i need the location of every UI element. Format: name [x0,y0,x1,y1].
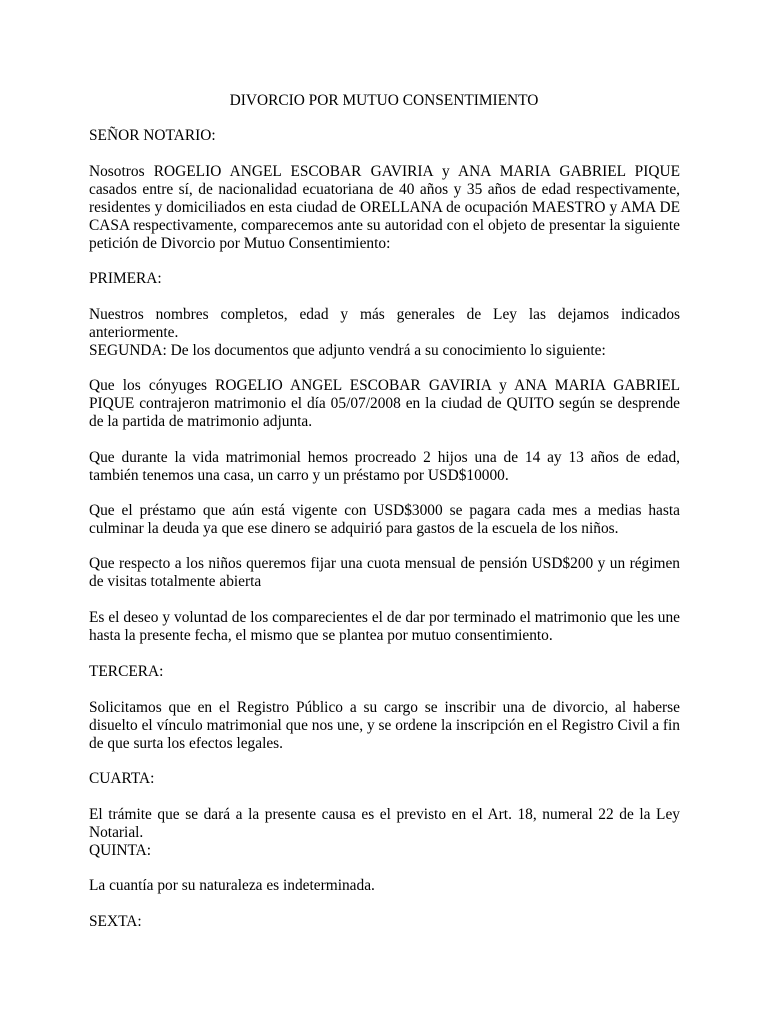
quinta-paragraph: La cuantía por su naturaleza es indeterminada. [89,877,375,894]
salutation: SEÑOR NOTARIO: [89,127,216,144]
segunda-paragraph-5: Es el deseo y voluntad de los comparecientes el de dar por terminado el matrimonio que les une hasta la presente fecha, el mismo que se plantea por mutuo consentimiento. [89,609,680,644]
segunda-heading: SEGUNDA: De los documentos que adjunto vendrá a su conocimiento lo siguiente: [89,342,606,359]
primera-heading: PRIMERA: [89,270,162,287]
segunda-paragraph-1: Que los cónyuges ROGELIO ANGEL ESCOBAR GAVIRIA y ANA MARIA GABRIEL PIQUE contrajeron matrimonio el día 05/07/2008 en la ciudad de QUITO según se desprende de la partida de matrimonio adjunta. [89,377,680,430]
segunda-paragraph-3: Que el préstamo que aún está vigente con USD$3000 se pagara cada mes a medias hasta culminar la deuda ya que ese dinero se adquirió para gastos de la escuela de los niños. [89,502,680,537]
primera-paragraph: Nuestros nombres completos, edad y más generales de Ley las dejamos indicados anteriormente. [89,306,680,341]
quinta-heading: QUINTA: [89,842,152,859]
cuarta-heading: CUARTA: [89,770,155,787]
document-title: DIVORCIO POR MUTUO CONSENTIMIENTO [229,92,539,109]
tercera-paragraph: Solicitamos que en el Registro Público a su cargo se inscribir una de divorcio, al haberse disuelto el vínculo matrimonial que nos une, y se ordene la inscripción en el Registro Civil a fin de que surta los efectos legales. [89,699,680,752]
tercera-heading: TERCERA: [89,663,164,680]
sexta-heading: SEXTA: [89,913,142,930]
intro-paragraph: Nosotros ROGELIO ANGEL ESCOBAR GAVIRIA y ANA MARIA GABRIEL PIQUE casados entre sí, de nacionalidad ecuatoriana de 40 años y 35 años de edad respectivamente, residentes y domiciliados en esta ciudad de ORELLANA de ocupación MAESTRO y AMA DE CASA respectivamente, comparecemos ante su autoridad con el objeto de presentar la siguiente petición de Divorcio por Mutuo Consentimiento: [89,163,680,252]
segunda-paragraph-4: Que respecto a los niños queremos fijar una cuota mensual de pensión USD$200 y un régimen de visitas totalmente abierta [89,555,680,590]
segunda-paragraph-2: Que durante la vida matrimonial hemos procreado 2 hijos una de 14 ay 13 años de edad, también tenemos una casa, un carro y un préstamo por USD$10000. [89,449,680,484]
cuarta-paragraph: El trámite que se dará a la presente causa es el previsto en el Art. 18, numeral 22 de la Ley Notarial. [89,806,680,841]
